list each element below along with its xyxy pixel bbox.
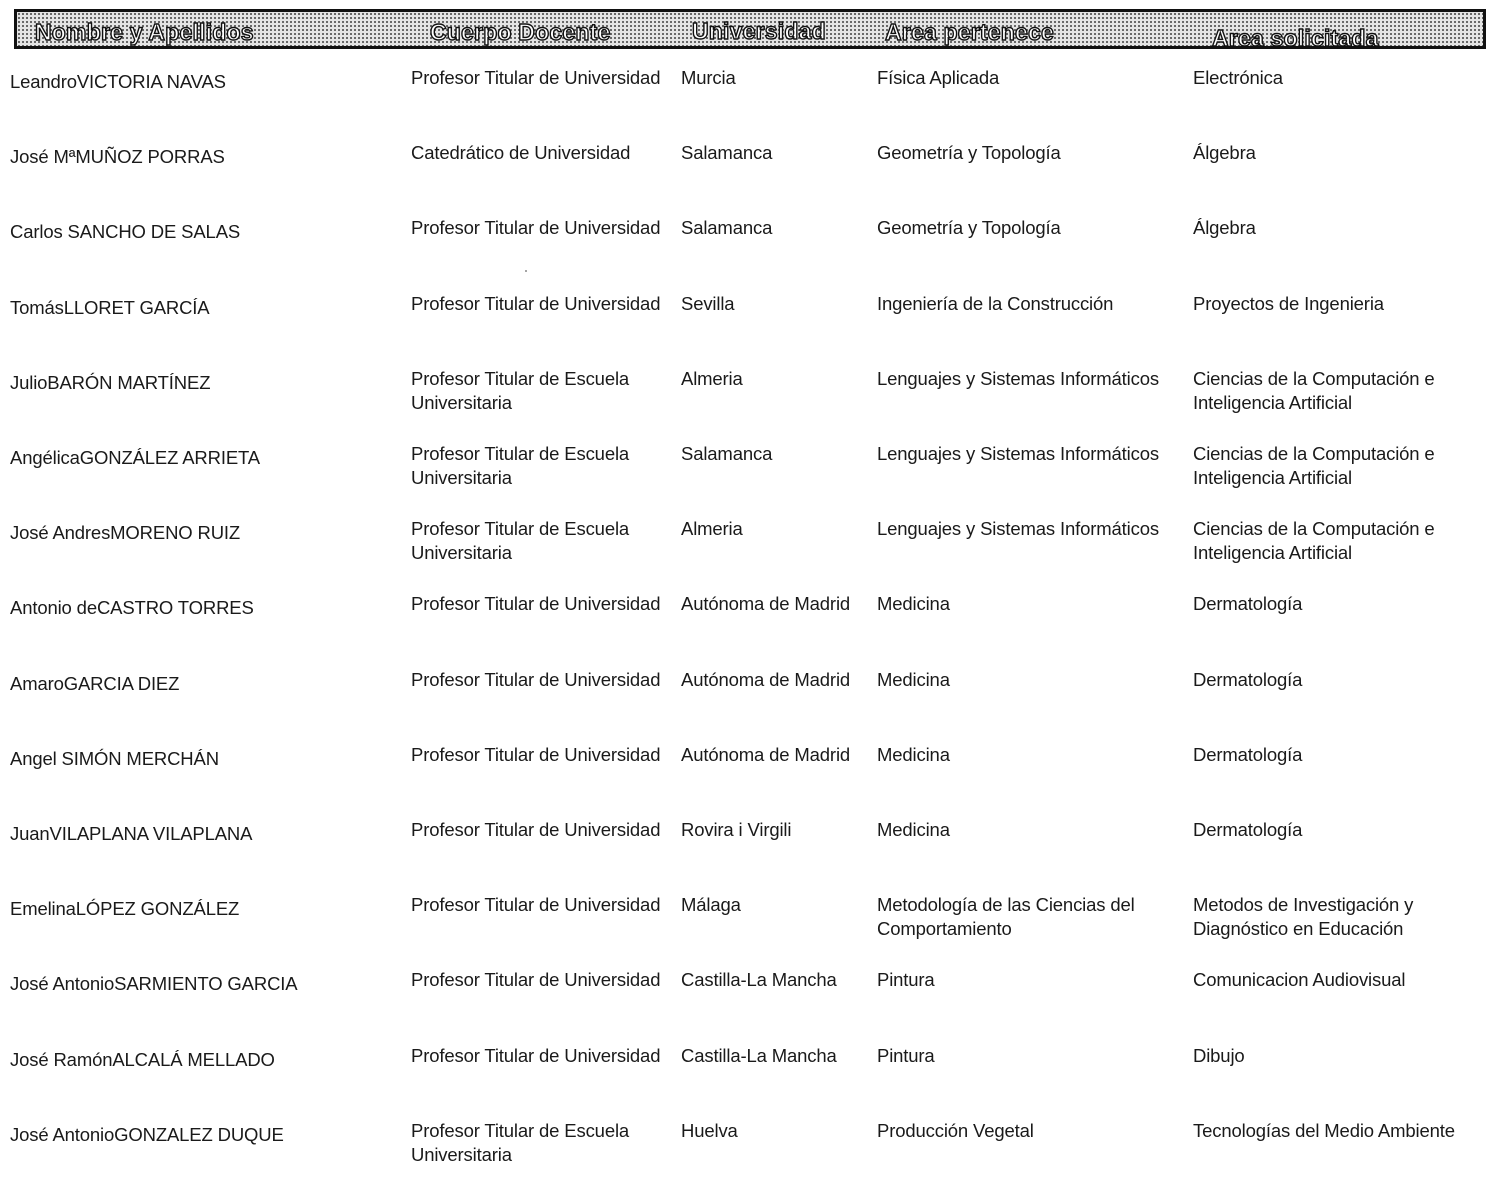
cell-area-solicitada: Comunicacion Audiovisual bbox=[1193, 969, 1406, 991]
cell-universidad: Autónoma de Madrid bbox=[681, 668, 851, 690]
cell-area-solicitada: Álgebra bbox=[1193, 142, 1256, 164]
cell-area-solicitada: Dermatología bbox=[1193, 819, 1303, 840]
cell-area-solicitada: Dermatología bbox=[1193, 743, 1303, 765]
cell-nombre: AmaroGARCIA DIEZ bbox=[10, 672, 180, 694]
cell-area-solicitada: Dermatología bbox=[1193, 593, 1303, 615]
cell-area-pertenece: Medicina bbox=[877, 743, 950, 765]
cell-nombre: AngélicaGONZÁLEZ ARRIETA bbox=[10, 447, 260, 468]
table-row bbox=[0, 670, 1500, 745]
cell-area-solicitada: Electrónica bbox=[1193, 67, 1283, 88]
cell-area-pertenece: Lenguajes y Sistemas Informáticos bbox=[877, 443, 1159, 464]
cell-cuerpo-docente: Profesor Titular de Escuela Universitaria bbox=[411, 367, 630, 413]
cell-nombre: Carlos SANCHO DE SALAS bbox=[10, 221, 241, 243]
cell-area-pertenece: Pintura bbox=[877, 1044, 935, 1066]
cell-cuerpo-docente: Profesor Titular de Universidad bbox=[411, 292, 661, 314]
cell-area-solicitada: Dibujo bbox=[1193, 1044, 1245, 1066]
table-row bbox=[0, 369, 1500, 444]
cell-nombre: José AndresMORENO RUIZ bbox=[10, 522, 241, 544]
cell-nombre: EmelinaLÓPEZ GONZÁLEZ bbox=[10, 898, 240, 920]
cell-area-solicitada: Álgebra bbox=[1193, 217, 1256, 239]
cell-area-solicitada: Proyectos de Ingenieria bbox=[1193, 292, 1384, 314]
header-area-solicitada: Area solicitada bbox=[1212, 25, 1379, 51]
cell-universidad: Almeria bbox=[681, 518, 743, 540]
cell-cuerpo-docente: Catedrático de Universidad bbox=[411, 142, 631, 164]
cell-cuerpo-docente: Profesor Titular de Escuela Universitaria bbox=[411, 1119, 630, 1165]
table-row bbox=[0, 218, 1500, 293]
cell-nombre: José MªMUÑOZ PORRAS bbox=[10, 146, 225, 168]
cell-universidad: Autónoma de Madrid bbox=[681, 593, 851, 615]
cell-cuerpo-docente: Profesor Titular de Universidad bbox=[411, 969, 661, 991]
cell-cuerpo-docente: Profesor Titular de Universidad bbox=[411, 743, 661, 765]
cell-area-pertenece: Lenguajes y Sistemas Informáticos bbox=[877, 518, 1159, 540]
cell-area-pertenece: Geometría y Topología bbox=[877, 142, 1061, 164]
cell-cuerpo-docente: Profesor Titular de Universidad bbox=[411, 217, 661, 239]
cell-area-solicitada: Dermatología bbox=[1193, 668, 1303, 690]
cell-universidad: Salamanca bbox=[681, 142, 773, 164]
table-row bbox=[0, 745, 1500, 820]
table-row bbox=[0, 143, 1500, 218]
table-row bbox=[0, 294, 1500, 369]
cell-area-pertenece: Medicina bbox=[877, 593, 950, 615]
table-row bbox=[0, 519, 1500, 594]
cell-universidad: Málaga bbox=[681, 894, 741, 916]
cell-nombre: José AntonioSARMIENTO GARCIA bbox=[10, 973, 298, 995]
table-row bbox=[0, 444, 1500, 519]
cell-universidad: Rovira i Virgili bbox=[681, 819, 792, 840]
cell-area-solicitada: Metodos de Investigación y Diagnóstico en Educación bbox=[1193, 894, 1414, 940]
table-row bbox=[0, 1046, 1500, 1121]
cell-cuerpo-docente: Profesor Titular de Escuela Universitaria bbox=[411, 518, 630, 564]
cell-nombre: LeandroVICTORIA NAVAS bbox=[10, 71, 226, 92]
cell-area-pertenece: Medicina bbox=[877, 819, 950, 840]
header-universidad: Universidad bbox=[692, 18, 826, 44]
cell-nombre: TomásLLORET GARCÍA bbox=[10, 296, 210, 318]
cell-universidad: Salamanca bbox=[681, 443, 773, 464]
cell-nombre: JulioBARÓN MARTÍNEZ bbox=[10, 371, 211, 393]
cell-cuerpo-docente: Profesor Titular de Escuela Universitaria bbox=[411, 443, 630, 488]
cell-universidad: Salamanca bbox=[681, 217, 773, 239]
cell-area-solicitada: Ciencias de la Computación e Inteligencia Artificial bbox=[1193, 367, 1435, 413]
table-header bbox=[14, 9, 1486, 49]
cell-universidad: Castilla-La Mancha bbox=[681, 1044, 837, 1066]
cell-nombre: Angel SIMÓN MERCHÁN bbox=[10, 747, 219, 769]
cell-area-pertenece: Física Aplicada bbox=[877, 67, 1000, 88]
cell-universidad: Murcia bbox=[681, 67, 736, 88]
cell-universidad: Castilla-La Mancha bbox=[681, 969, 837, 991]
cell-universidad: Almeria bbox=[681, 367, 743, 389]
table-row bbox=[0, 970, 1500, 1045]
table-row bbox=[0, 594, 1500, 669]
cell-cuerpo-docente: Profesor Titular de Universidad bbox=[411, 67, 661, 88]
cell-area-pertenece: Geometría y Topología bbox=[877, 217, 1061, 239]
header-cuerpo: Cuerpo Docente bbox=[430, 19, 611, 45]
cell-universidad: Autónoma de Madrid bbox=[681, 743, 851, 765]
cell-universidad: Huelva bbox=[681, 1119, 738, 1141]
cell-area-pertenece: Pintura bbox=[877, 969, 935, 991]
cell-area-pertenece: Ingeniería de la Construcción bbox=[877, 292, 1114, 314]
table-row bbox=[0, 1121, 1500, 1196]
cell-nombre: José RamónALCALÁ MELLADO bbox=[10, 1048, 275, 1070]
cell-area-pertenece: Metodología de las Ciencias del Comportamiento bbox=[877, 894, 1135, 940]
table-row bbox=[0, 68, 1500, 143]
cell-area-solicitada: Ciencias de la Computación e Inteligencia Artificial bbox=[1193, 518, 1435, 564]
table-row bbox=[0, 820, 1500, 895]
cell-cuerpo-docente: Profesor Titular de Universidad bbox=[411, 894, 661, 916]
cell-nombre: Antonio deCASTRO TORRES bbox=[10, 597, 254, 619]
cell-nombre: JuanVILAPLANA VILAPLANA bbox=[10, 823, 253, 844]
cell-area-solicitada: Tecnologías del Medio Ambiente bbox=[1193, 1119, 1455, 1141]
cell-area-pertenece: Medicina bbox=[877, 668, 950, 690]
table-row bbox=[0, 895, 1500, 970]
cell-cuerpo-docente: Profesor Titular de Universidad bbox=[411, 668, 661, 690]
cell-cuerpo-docente: Profesor Titular de Universidad bbox=[411, 819, 661, 840]
cell-universidad: Sevilla bbox=[681, 292, 735, 314]
header-nombre: Nombre y Apellidos bbox=[35, 19, 254, 45]
cell-area-solicitada: Ciencias de la Computación e Inteligencia Artificial bbox=[1193, 443, 1435, 488]
cell-area-pertenece: Producción Vegetal bbox=[877, 1119, 1034, 1141]
cell-cuerpo-docente: Profesor Titular de Universidad bbox=[411, 593, 661, 615]
cell-nombre: José AntonioGONZALEZ DUQUE bbox=[10, 1123, 284, 1145]
cell-cuerpo-docente: Profesor Titular de Universidad bbox=[411, 1044, 661, 1066]
header-area-pertenece: Area pertenece bbox=[885, 19, 1054, 45]
cell-area-pertenece: Lenguajes y Sistemas Informáticos bbox=[877, 367, 1159, 389]
